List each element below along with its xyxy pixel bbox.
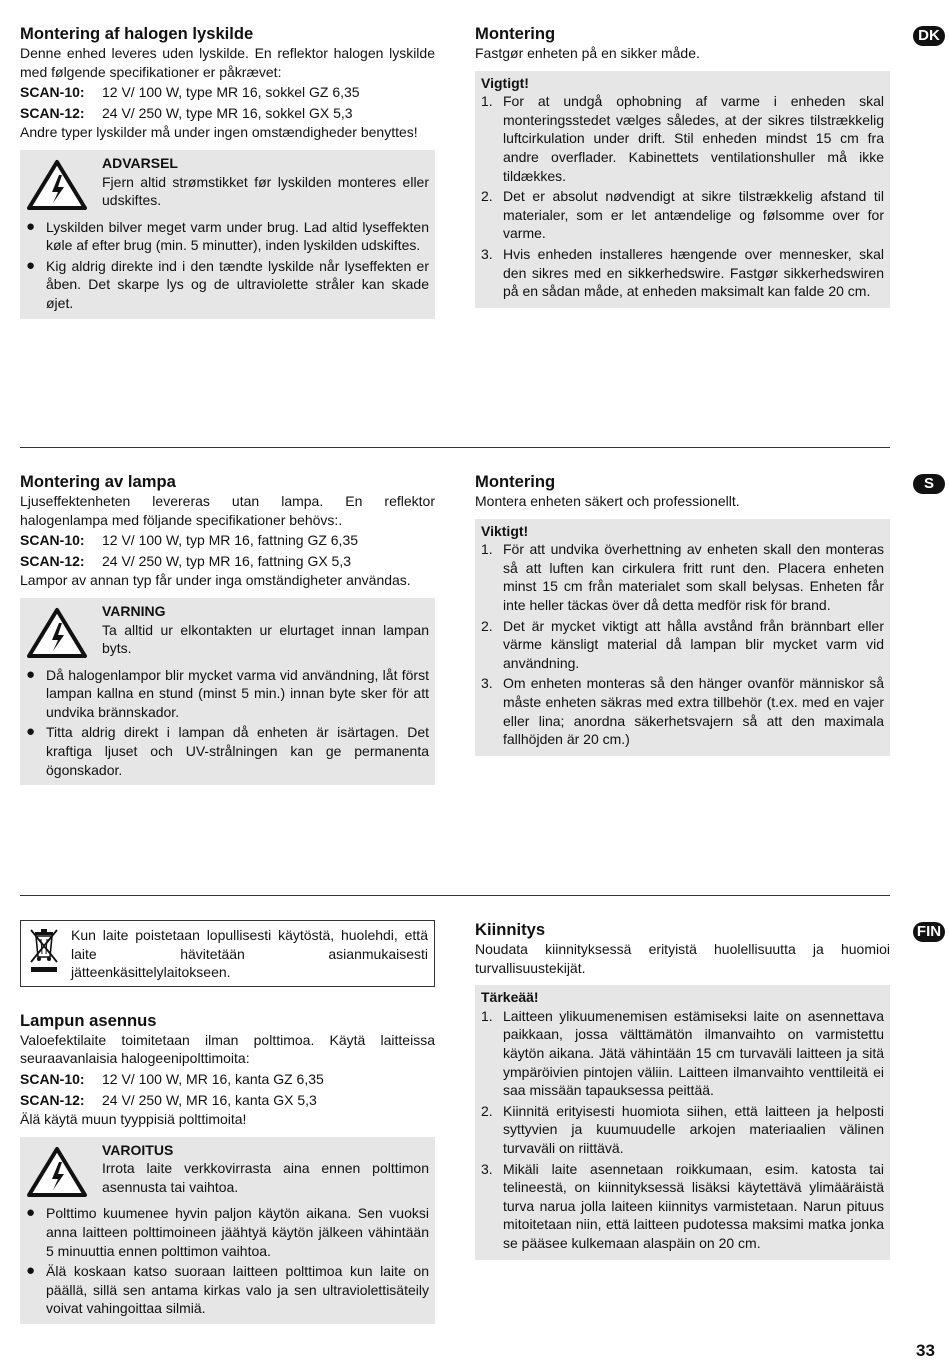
s-right-column — [475, 472, 890, 756]
numbered-item — [481, 187, 884, 243]
spec-row — [20, 1070, 435, 1089]
bullet-icon: ● — [26, 723, 36, 741]
warning-text: Irrota laite verkkovirrasta aina ennen polttimon asennusta tai vaihtoa. — [102, 1160, 429, 1195]
bullet-text: Då halogenlampor blir mycket varma vid användning, låt först lampan kallna en stund (minst 5 min.) innan byte sker för att undvika brännskador. — [46, 666, 429, 720]
warning-text: Ta alltid ur elkontakten ur elurtaget innan lampan byts. — [102, 621, 429, 657]
item-text: Det er absolut nødvendigt at sikre tilstrækkelig afstand til materialer, som er let antændelige og følsomme over for varme. — [503, 188, 884, 242]
note-text: Älä käytä muun tyyppisiä polttimoita! — [20, 1111, 247, 1128]
important-title: Vigtigt! — [481, 74, 529, 91]
bullet-text: Kig aldrig direkte ind i den tændte lyskilde når lyseffekten er åben. Det skarpe lys og de ultraviolette stråler kan skade øjet. — [46, 257, 429, 311]
disposal-notice — [20, 920, 435, 987]
spec-label: SCAN-12: — [20, 552, 85, 569]
section-heading: Montering af halogen lyskilde — [20, 24, 254, 43]
bullet-item — [26, 1204, 429, 1260]
important-box — [475, 985, 890, 1259]
fin-right-column — [475, 920, 890, 1260]
spec-value: 24 V/ 250 W, typ MR 16, fattning GX 5,3 — [102, 552, 352, 569]
section-heading: Lampun asennus — [20, 1010, 157, 1030]
spec-row — [20, 1091, 435, 1110]
spec-row — [20, 531, 435, 550]
bullet-icon: ● — [26, 217, 36, 235]
item-number: 2. — [481, 188, 493, 205]
spec-label: SCAN-10: — [20, 84, 85, 101]
item-number: 1. — [481, 541, 493, 558]
language-badge-fin: FIN — [913, 922, 945, 942]
item-text: Mikäli laite asennetaan roikkumaan, esim. katosta tai telineestä, on kiinnityksessä lisäksi käytettävä ylimääräistä turva narua jolla laiteen kiinnitys varmistetaan. Narun pituus mitoitetaan niin, että laitteen pudotessa maksimi matka jonka se pääsee kulkemaan alaspäin on 20 cm. — [503, 1160, 884, 1251]
warning-box — [20, 1137, 435, 1324]
important-box — [475, 519, 890, 756]
bullet-item — [26, 723, 429, 779]
warning-title: ADVARSEL — [102, 154, 178, 171]
item-text: Kiinnitä erityisesti huomiota siihen, että laitteen ja helposti syttyvien ja kuumuudelle arkojen materiaalien välinen turvaväli on riittävä. — [503, 1102, 884, 1156]
numbered-item — [481, 1102, 884, 1158]
item-number: 3. — [481, 1160, 493, 1177]
intro-text: Ljuseffektenheten levereras utan lampa. En reflektor halogenlampa med följande specifikationer behövs:. — [20, 493, 435, 528]
item-number: 3. — [481, 245, 493, 262]
warning-box — [20, 598, 435, 785]
fin-left-column — [20, 920, 435, 1324]
spec-value: 24 V/ 250 W, MR 16, kanta GX 5,3 — [102, 1091, 317, 1108]
spec-row — [20, 104, 435, 123]
item-number: 1. — [481, 93, 493, 110]
spec-value: 12 V/ 100 W, typ MR 16, fattning GZ 6,35 — [102, 532, 359, 549]
high-voltage-warning-icon — [26, 154, 102, 216]
spec-value: 12 V/ 100 W, type MR 16, sokkel GZ 6,35 — [102, 84, 360, 101]
section-heading: Kiinnitys — [475, 920, 546, 939]
spec-value: 12 V/ 100 W, MR 16, kanta GZ 6,35 — [102, 1070, 324, 1087]
spec-label: SCAN-12: — [20, 104, 85, 121]
bullet-text: Polttimo kuumenee hyvin paljon käytön aikana. Sen vuoksi anna laitteen polttimoineen jäähtyä käytön jälkeen vähintään 5 minuuttia ennen polttimon vaihtoa. — [46, 1205, 429, 1259]
bullet-icon: ● — [26, 1262, 36, 1280]
item-number: 2. — [481, 617, 493, 634]
page-number: 33 — [916, 1341, 935, 1360]
intro-text: Denne enhed leveres uden lyskilde. En reflektor halogen lyskilde med følgende specifikationer er påkrævet: — [20, 45, 435, 80]
warning-text: Fjern altid strømstikket før lyskilden monteres eller udskiftes. — [102, 173, 429, 209]
important-title: Viktigt! — [481, 522, 529, 539]
item-text: Laitteen ylikuumenemisen estämiseksi laite on asennettava paikkaan, jossa välttämätön ilmanvaihto on varmistettu käytön aikana. Jätä vähintään 15 cm turvaväli laitteen ja sitä ympäröivien pintojen väliin. Laitteen ilmanvaihto venttileitä ei saa missään tapauksessa peittää. — [503, 1007, 884, 1099]
numbered-item — [481, 92, 884, 185]
item-text: Det är mycket viktigt att hålla avstånd från brännbart eller värme känsligt material då lampan blir mycket varm vid användning. — [503, 617, 884, 671]
bullet-item — [26, 666, 429, 722]
language-badge-s: S — [913, 474, 945, 494]
item-number: 3. — [481, 675, 493, 692]
bullet-text: Titta aldrig direkt i lampan då enheten är isärtagen. Det kraftiga ljuset och UV-strålningen kan ge permanenta ögonskador. — [46, 724, 429, 778]
item-number: 2. — [481, 1102, 493, 1119]
intro-text: Montera enheten säkert och professionellt. — [475, 493, 740, 509]
numbered-item — [481, 540, 884, 614]
intro-text: Valoefektilaite toimitetaan ilman polttimoa. Käytä laitteissa seuraavanlaisia halogeenipolttimoita: — [20, 1031, 435, 1067]
bullet-icon: ● — [26, 256, 36, 274]
intro-text: Fastgør enheten på en sikker måde. — [475, 45, 700, 61]
bullet-icon: ● — [26, 665, 36, 683]
dk-right-column — [475, 24, 890, 308]
note-text: Andre typer lyskilder må under ingen omstændigheder benyttes! — [20, 124, 418, 141]
disposal-text: Kun laite poistetaan lopullisesti käytöstä, huolehdi, että laite hävitetään asianmukaisesti jätteenkäsittelylaitokseen. — [71, 927, 428, 981]
weee-crossed-bin-icon — [27, 926, 71, 982]
item-text: For at undgå ophobning af varme i enheden skal monteringsstedet vælges således, at der sikres tilstrækkelig luftcirkulation under drift. Stil enheden mindst 15 cm fra andre overflader. Kabinettets ventilationshuller må ikke tildækkes. — [503, 93, 884, 184]
spec-row — [20, 552, 435, 571]
item-number: 1. — [481, 1007, 493, 1024]
item-text: Hvis enheden installeres hængende over mennesker, skal den sikres med en sikkerhedswire. Fastgør sikkerhedswiren på en sådan måde, at enheden maksimalt kan falde 20 cm. — [503, 245, 884, 300]
warning-box — [20, 150, 435, 319]
item-text: Om enheten monteras så den hänger ovanför människor så måste enheten säkras med extra tillbehör (t.ex. med en vajer eller lina; anordna säkerhetsvajern så att den maximala fallhöjden är 20 cm.) — [503, 675, 884, 748]
spec-row — [20, 83, 435, 102]
high-voltage-warning-icon — [26, 602, 102, 664]
bullet-item — [26, 218, 429, 255]
item-text: För att undvika överhettning av enheten skall den monteras så att luften kan cirkulera fritt runt den. Placera enheten minst 15 cm från materialet som skall belysas. Enheten får inte heller täckas över då detta medför risk för brand. — [503, 541, 884, 613]
bullet-text: Lyskilden bilver meget varm under brug. Lad altid lyseffekten køle af efter brug (min. 5 minutter), inden lyskilden udskiftes. — [46, 218, 429, 254]
bullet-item — [26, 257, 429, 313]
spec-label: SCAN-12: — [20, 1091, 85, 1108]
spec-value: 24 V/ 250 W, type MR 16, sokkel GX 5,3 — [102, 104, 353, 121]
section-divider — [20, 895, 890, 896]
bullet-text: Älä koskaan katso suoraan laitteen polttimoa kun laite on päällä, sillä sen antama kirkas valo ja sen ultraviolettisäteily voivat vahingoittaa silmiä. — [46, 1263, 429, 1317]
numbered-item — [481, 1007, 884, 1100]
high-voltage-warning-icon — [26, 1141, 102, 1203]
numbered-item — [481, 1160, 884, 1253]
important-title: Tärkeää! — [481, 989, 539, 1006]
s-left-column — [20, 472, 435, 785]
numbered-item — [481, 674, 884, 748]
dk-left-column — [20, 24, 435, 319]
spec-label: SCAN-10: — [20, 1070, 85, 1087]
spec-label: SCAN-10: — [20, 532, 85, 549]
warning-title: VAROITUS — [102, 1141, 174, 1158]
numbered-item — [481, 617, 884, 673]
section-heading: Montering av lampa — [20, 472, 176, 491]
section-heading: Montering — [475, 472, 556, 491]
bullet-item — [26, 1262, 429, 1318]
section-divider — [20, 447, 890, 448]
bullet-icon: ● — [26, 1204, 36, 1222]
important-box — [475, 71, 890, 308]
note-text: Lampor av annan typ får under inga omständigheter användas. — [20, 572, 411, 589]
section-heading: Montering — [475, 24, 556, 43]
warning-title: VARNING — [102, 602, 166, 619]
intro-text: Noudata kiinnityksessä erityistä huolellisuutta ja huomioi turvallisuustekijät. — [475, 941, 890, 976]
numbered-item — [481, 245, 884, 301]
language-badge-dk: DK — [913, 26, 945, 46]
